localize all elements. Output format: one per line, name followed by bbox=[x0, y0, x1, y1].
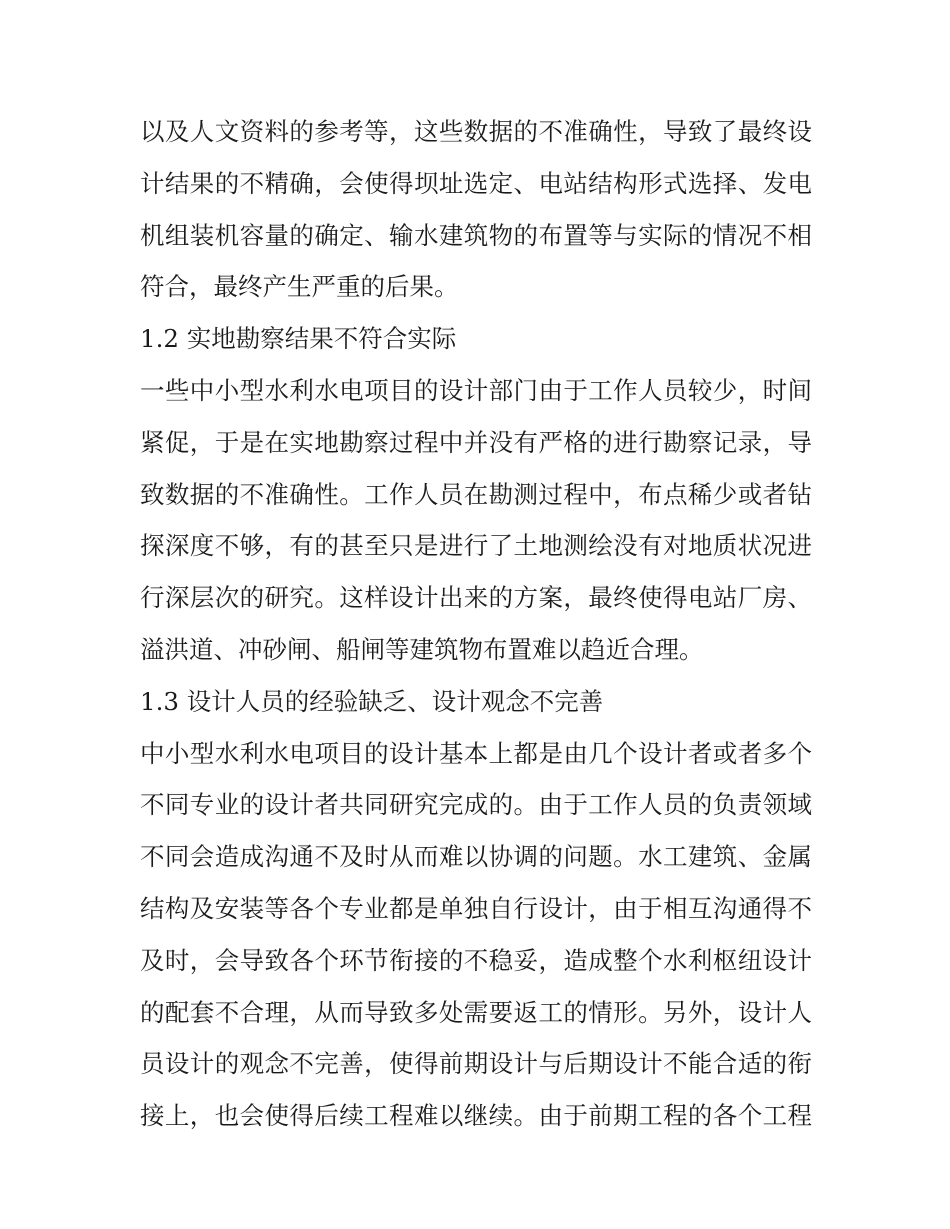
paragraph-data-inaccuracy-consequences bbox=[140, 106, 812, 313]
paragraph-designer-experience bbox=[140, 728, 812, 1142]
text-line: 致数据的不准确性。工作人员在勘测过程中，布点稀少或者钻 bbox=[140, 479, 812, 509]
text-line: 及时，会导致各个环节衔接的不稳妥，造成整个水利枢纽设计 bbox=[140, 945, 812, 975]
text-line: 不同会造成沟通不及时从而难以协调的问题。水工建筑、金属 bbox=[140, 842, 812, 872]
text-line: 以及人文资料的参考等，这些数据的不准确性，导致了最终设 bbox=[140, 117, 812, 146]
paragraph-field-survey bbox=[140, 365, 812, 676]
text-line: 不同专业的设计者共同研究完成的。由于工作人员的负责领域 bbox=[140, 790, 812, 820]
text-line: 符合，最终产生严重的后果。 bbox=[140, 272, 459, 302]
text-line: 结构及安装等各个专业都是单独自行设计，由于相互沟通得不 bbox=[140, 893, 812, 923]
document-page bbox=[140, 106, 812, 1142]
section-heading-1-3: 1.3 设计人员的经验缺乏、设计观念不完善 bbox=[140, 686, 604, 716]
text-line: 员设计的观念不完善，使得前期设计与后期设计不能合适的衔 bbox=[140, 1049, 812, 1079]
section-heading-1-2: 1.2 实地勘察结果不符合实际 bbox=[140, 324, 457, 354]
text-line: 计结果的不精确，会使得坝址选定、电站结构形式选择、发电 bbox=[140, 168, 812, 198]
text-line: 一些中小型水利水电项目的设计部门由于工作人员较少，时间 bbox=[140, 375, 812, 405]
text-line: 的配套不合理，从而导致多处需要返工的情形。另外，设计人 bbox=[140, 997, 812, 1027]
text-line: 溢洪道、冲砂闸、船闸等建筑物布置难以趋近合理。 bbox=[140, 634, 704, 664]
text-line: 行深层次的研究。这样设计出来的方案，最终使得电站厂房、 bbox=[140, 583, 812, 613]
text-line: 机组装机容量的确定、输水建筑物的布置等与实际的情况不相 bbox=[140, 220, 812, 250]
text-line: 中小型水利水电项目的设计基本上都是由几个设计者或者多个 bbox=[140, 738, 812, 768]
text-line: 紧促，于是在实地勘察过程中并没有严格的进行勘察记录，导 bbox=[140, 427, 812, 457]
text-line: 接上，也会使得后续工程难以继续。由于前期工程的各个工程 bbox=[140, 1101, 812, 1131]
text-line: 探深度不够，有的甚至只是进行了土地测绘没有对地质状况进 bbox=[140, 531, 812, 561]
